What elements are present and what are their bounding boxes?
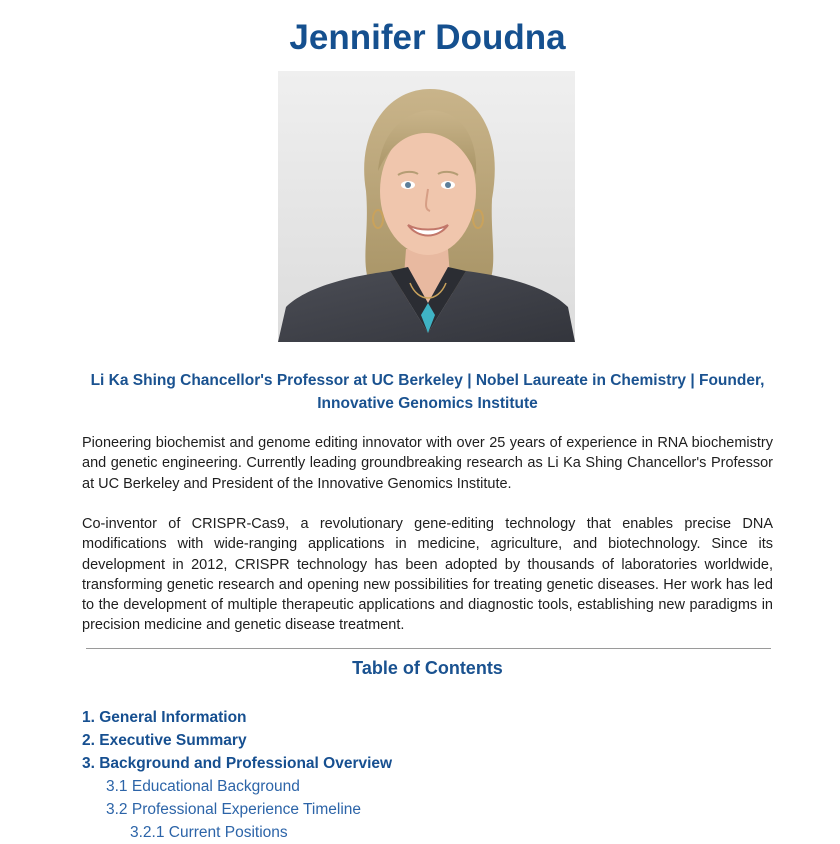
profile-subtitle: Li Ka Shing Chancellor's Professor at UC Berkeley | Nobel Laureate in Chemistry | Founder, Innovative Genomics Institute (90, 372, 765, 412)
profile-photo (278, 71, 575, 342)
toc-item (82, 706, 773, 729)
toc-link-background-overview[interactable]: 3. Background and Professional Overview (82, 755, 393, 772)
toc-item (82, 729, 773, 752)
toc-item (82, 752, 773, 775)
toc-item (82, 821, 773, 844)
toc-link-educational-background[interactable]: 3.1 Educational Background (106, 778, 300, 795)
table-of-contents (82, 706, 773, 844)
page-title: Jennifer Doudna (289, 18, 566, 57)
toc-item (82, 798, 773, 821)
intro-paragraph: Pioneering biochemist and genome editing innovator with over 25 years of experience in RNA biochemistry and genetic engineering. Currently leading groundbreaking research as Li Ka Shing Chancellor's Professor at UC Berkeley and President of the Innovative Genomics Institute. (82, 435, 773, 492)
toc-link-general-information[interactable]: 1. General Information (82, 709, 247, 726)
crispr-paragraph: Co-inventor of CRISPR-Cas9, a revolutionary gene-editing technology that enables precise DNA modifications with wide-ranging applications in medicine, agriculture, and biotechnology. Since its development in 2012, CRISPR technology has been adopted by thousands of laboratories worldwide, transforming genetic research and opening new possibilities for treating genetic diseases. Her work has led to the development of multiple therapeutic applications and diagnostic tools, establishing new paradigms in precision medicine and genetic disease treatment. (82, 516, 773, 634)
section-divider (86, 648, 771, 649)
toc-title: Table of Contents (352, 658, 503, 678)
toc-link-experience-timeline[interactable]: 3.2 Professional Experience Timeline (106, 801, 362, 818)
portrait-illustration (278, 71, 575, 342)
toc-link-executive-summary[interactable]: 2. Executive Summary (82, 732, 247, 749)
toc-item (82, 775, 773, 798)
toc-link-current-positions[interactable]: 3.2.1 Current Positions (130, 824, 288, 841)
